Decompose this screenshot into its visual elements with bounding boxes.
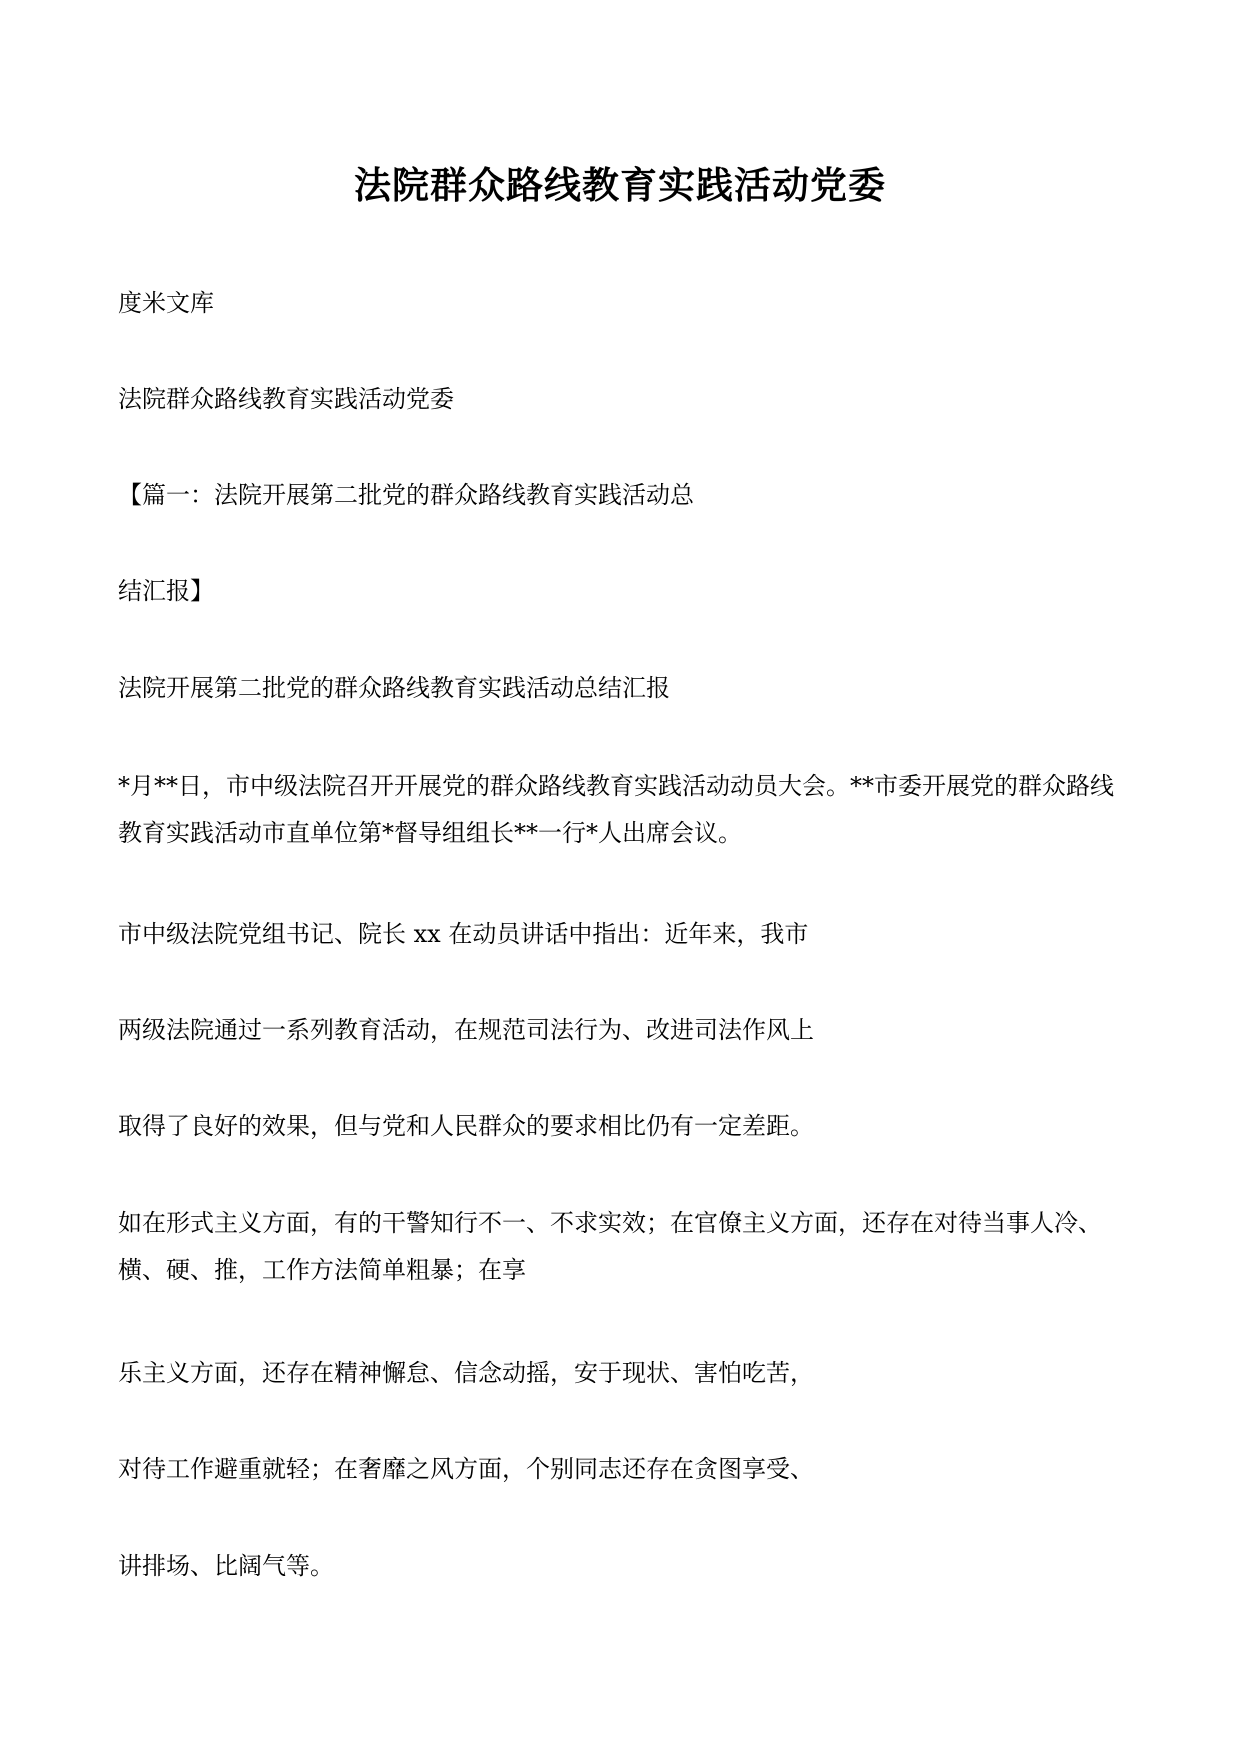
paragraph-subtitle: 法院群众路线教育实践活动党委 [118,385,454,413]
paragraph-speech-7: 讲排场、比阔气等。 [118,1552,334,1580]
paragraph-speech-1: 市中级法院党组书记、院长 xx 在动员讲话中指出：近年来，我市 [118,920,809,948]
paragraph-speech-6: 对待工作避重就轻；在奢靡之风方面，个别同志还存在贪图享受、 [118,1455,814,1483]
paragraph-speech-5: 乐主义方面，还存在精神懈怠、信念动摇，安于现状、害怕吃苦， [118,1359,814,1387]
paragraph-speech-2: 两级法院通过一系列教育活动，在规范司法行为、改进司法作风上 [118,1016,814,1044]
paragraph-section-heading-line2: 结汇报】 [118,577,214,605]
document-title: 法院群众路线教育实践活动党委 [354,163,886,207]
paragraph-speech-3: 取得了良好的效果，但与党和人民群众的要求相比仍有一定差距。 [118,1112,814,1140]
paragraph-meeting: *月**日，市中级法院召开开展党的群众路线教育实践活动动员大会。**市委开展党的群众路线教育实践活动市直单位第*督导组组长**一行*人出席会议。 [118,772,1114,847]
paragraph-speech-4: 如在形式主义方面，有的干警知行不一、不求实效；在官僚主义方面，还存在对待当事人冷、横、硬、推，工作方法简单粗暴；在享 [118,1209,1102,1284]
paragraph-section-heading-line1: 【篇一：法院开展第二批党的群众路线教育实践活动总 [118,481,694,509]
paragraph-source: 度米文库 [118,289,214,317]
paragraph-report-title: 法院开展第二批党的群众路线教育实践活动总结汇报 [118,674,670,702]
